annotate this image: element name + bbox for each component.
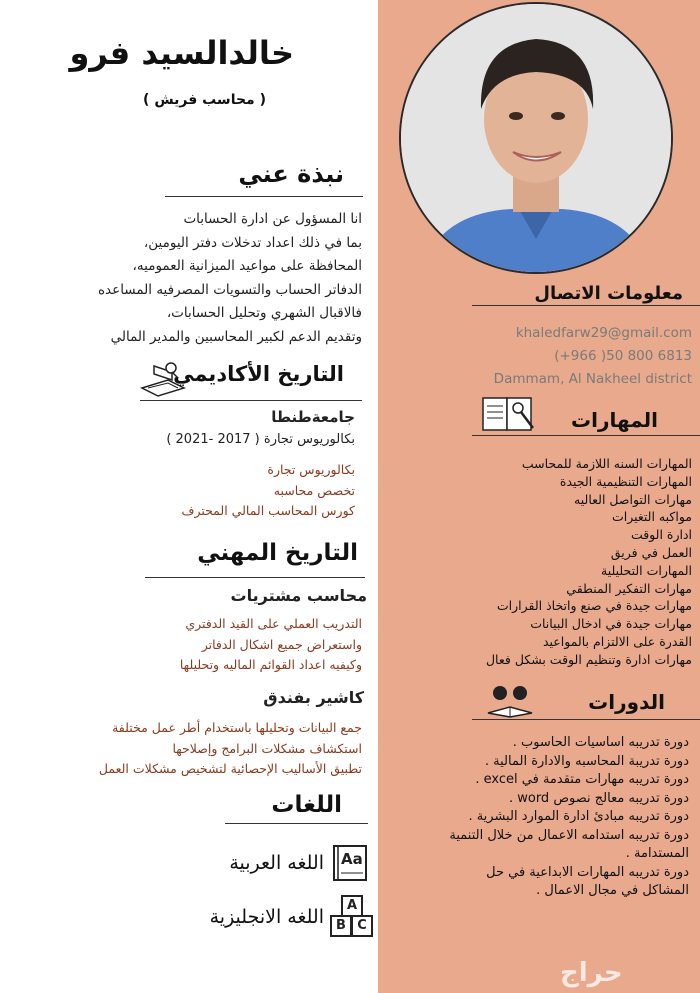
skill-item: المهارات التنظيمية الجيدة	[559, 473, 692, 489]
about-text	[98, 208, 362, 349]
job-duty: استكشاف مشكلات البرامج وإصلاحها	[172, 740, 362, 756]
skills-divider	[472, 435, 700, 436]
course-item: دورة تدريبه معالج نصوص word .	[508, 790, 689, 806]
job-duty: وكيفيه اعداد القوائم الماليه وتحليلها	[179, 657, 362, 672]
courses-divider	[472, 719, 700, 720]
skill-item: مهارات التواصل العاليه	[574, 491, 692, 507]
language-english: اللغه الانجليزية	[209, 906, 324, 928]
contact-list	[494, 322, 692, 391]
degree-line: بكالوريوس تجارة ( 2017 -2021 )	[166, 432, 355, 447]
university-name: جامعةطنطا	[271, 408, 355, 426]
courses-heading: الدورات	[588, 690, 665, 714]
contact-heading: معلومات الاتصال	[534, 283, 683, 304]
job-duty: تطبيق الأساليب الإحصائية لتشخيص مشكلات العمل	[98, 761, 362, 776]
skill-item: المهارات التحليلية	[601, 562, 692, 578]
about-line: الدفاتر الحساب والتسويات المصرفيه المساعده	[97, 281, 362, 298]
about-line: المحافظة على مواعيد الميزانية العموميه،	[132, 258, 362, 274]
academic-heading: التاريخ الأكاديمي	[173, 362, 344, 386]
skills-heading: المهارات	[571, 408, 658, 432]
candidate-name: خالدالسيد فرو	[69, 34, 294, 72]
academic-item: تخصص محاسبه	[273, 482, 355, 498]
course-item: دورة تدريبة المحاسبه والادارة المالية .	[484, 753, 689, 769]
skill-item: مواكبه التغيرات	[611, 509, 692, 525]
about-line: وتقديم الدعم لكبير المحاسبين والمدير المالي	[110, 328, 362, 345]
course-item: دورة تدريبه اساسيات الحاسوب .	[512, 735, 689, 750]
job-duty: التدريب العملي على القيد الدفتري	[185, 616, 362, 631]
academic-divider	[140, 400, 362, 401]
dictionary-icon	[331, 843, 371, 883]
skill-item: مهارات ادارة وتنظيم الوقت بشكل فعال	[485, 651, 692, 667]
skill-item: مهارات جيدة في صنع واتخاذ القرارات	[496, 598, 692, 614]
skill-item: مهارات جيدة في ادخال البيانات	[530, 616, 692, 632]
job-duty: واستعراض جميع اشكال الدفاتر	[201, 636, 362, 652]
languages-heading: اللغات	[271, 792, 342, 818]
job-duty: جمع البيانات وتحليلها باستخدام أطر عمل مختلفة	[112, 720, 362, 735]
academic-item: بكالوريوس تجارة	[267, 462, 355, 477]
dictionary-icon-text: Aa	[341, 850, 363, 868]
candidate-title: ( محاسب فريش )	[143, 92, 266, 108]
courses-list	[449, 734, 689, 901]
skill-item: ادارة الوقت	[630, 527, 692, 543]
course-item: دورة تدريبه المهارات الابداعية في حل	[486, 864, 689, 880]
profile-avatar-icon	[401, 4, 671, 272]
contact-phone[interactable]: (+966 )50 800 6813	[554, 348, 692, 364]
reading-kids-icon	[486, 683, 534, 719]
about-line: انا المسؤول عن ادارة الحسابات	[183, 211, 362, 227]
course-item: دورة تدريبه استدامه الاعمال من خلال التنمية	[449, 827, 689, 843]
block-a: A	[341, 895, 363, 917]
contact-divider	[472, 305, 700, 306]
skills-list	[486, 455, 692, 669]
job-title: محاسب مشتريات	[230, 586, 367, 605]
about-line: فالاقبال الشهري وتحليل الحسابات،	[166, 305, 362, 321]
job-title: كاشير بفندق	[263, 688, 364, 707]
course-item: دورة تدريبه مهارات متقدمة في excel .	[475, 772, 689, 787]
academic-item: كورس المحاسب المالي المحترف	[181, 503, 355, 518]
block-b: B	[330, 915, 352, 937]
course-item: المستدامة .	[625, 846, 689, 861]
abc-blocks-icon	[330, 894, 372, 936]
skill-item: مهارات التفكير المنطقي	[566, 580, 692, 596]
career-heading: التاريخ المهني	[197, 540, 358, 566]
skills-book-icon	[481, 396, 537, 432]
about-line: بما في ذلك اعداد تدخلات دفتر اليومين،	[143, 234, 362, 251]
about-heading: نبذة عني	[238, 160, 344, 188]
contact-address: Dammam, Al Nakheel district	[493, 371, 692, 387]
languages-divider	[225, 823, 368, 824]
profile-photo	[399, 2, 673, 274]
language-arabic: اللغه العربية	[229, 852, 324, 874]
job-duties	[99, 718, 362, 780]
watermark: حراج	[560, 958, 623, 988]
skill-item: المهارات السنه اللازمة للمحاسب	[521, 456, 692, 471]
block-c: C	[351, 915, 373, 937]
course-item: دورة تدريبه مبادئ ادارة الموارد البشرية .	[468, 809, 689, 824]
contact-email[interactable]: khaledfarw29@gmail.com	[515, 325, 692, 341]
academic-list	[181, 460, 355, 522]
job-duties	[180, 614, 362, 676]
course-item: المشاكل في مجال الاعمال .	[536, 883, 689, 898]
about-divider	[165, 196, 363, 197]
career-divider	[145, 577, 365, 578]
skill-item: القدرة على الالتزام بالمواعيد	[542, 633, 692, 649]
skill-item: العمل في فريق	[610, 544, 692, 560]
